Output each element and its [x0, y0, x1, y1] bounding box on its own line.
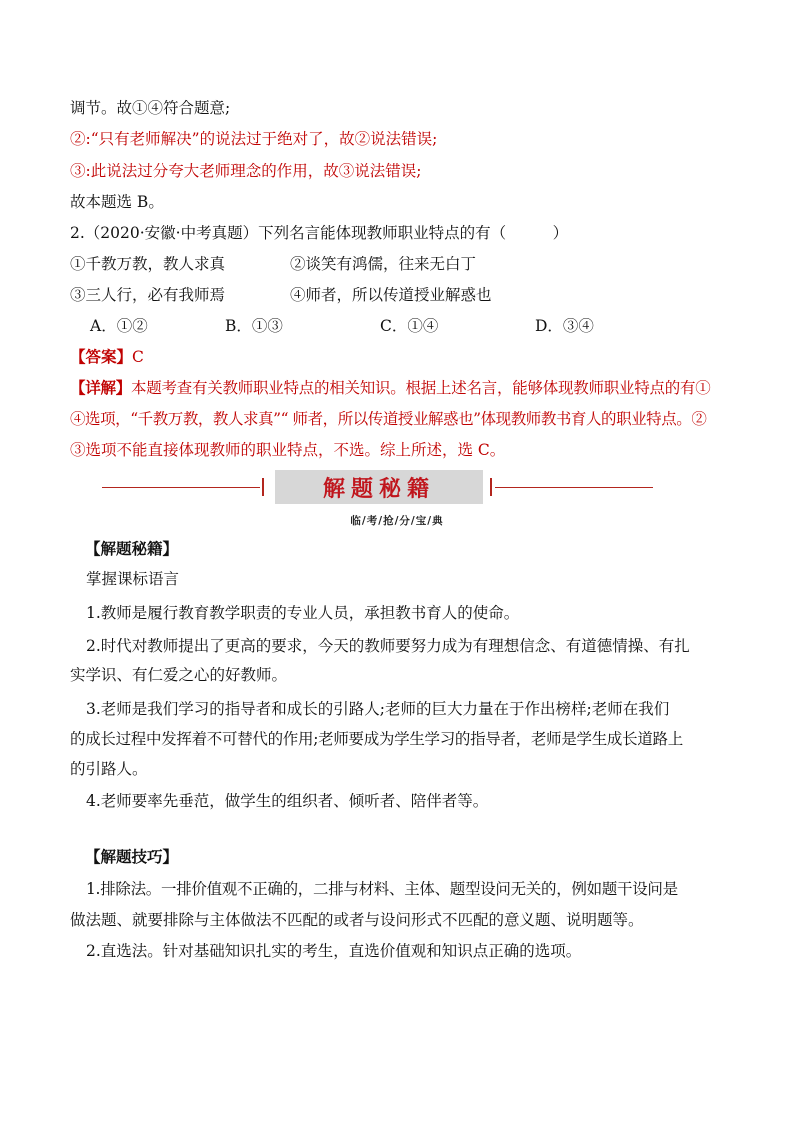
- section-heading-skills: 【解题技巧】: [85, 847, 179, 866]
- choice-c: C．①④: [380, 317, 439, 335]
- secrets-intro: 掌握课标语言: [86, 570, 180, 588]
- skills-p1a: 1.排除法。一排价值观不正确的，二排与材料、主体、题型设问无关的，例如题干设问是: [86, 880, 678, 898]
- text-line-red: ③:此说法过分夸大老师理念的作用，故③说法错误;: [70, 162, 422, 180]
- skills-p2: 2.直选法。针对基础知识扎实的考生，直选价值观和知识点正确的选项。: [86, 942, 582, 960]
- secrets-p3c: 的引路人。: [70, 760, 148, 778]
- choice-d: D．③④: [535, 317, 594, 335]
- secrets-p3a: 3.老师是我们学习的指导者和成长的引路人;老师的巨大力量在于作出榜样;老师在我们: [86, 700, 670, 718]
- secrets-p2a: 2.时代对教师提出了更高的要求，今天的教师要努力成为有理想信念、有道德情操、有扎: [86, 637, 690, 655]
- detail-line-3: ③选项不能直接体现教师的职业特点，不选。综上所述，选 C。: [70, 441, 506, 459]
- detail-line-1: [70, 377, 711, 399]
- detail-label: 【详解】: [70, 378, 132, 397]
- banner-rule-right: [495, 487, 653, 488]
- section-heading-secrets: 【解题秘籍】: [85, 539, 179, 558]
- answer-value: C: [132, 348, 144, 366]
- question-item-1: ①千教万教，教人求真: [70, 255, 226, 273]
- question-item-2: ②谈笑有鸿儒，往来无白丁: [290, 255, 477, 273]
- text-line: 故本题选 B。: [70, 193, 164, 211]
- skills-p1b: 做法题、就要排除与主体做法不匹配的或者与设问形式不匹配的意义题、说明题等。: [70, 911, 644, 929]
- choice-a: A．①②: [90, 317, 148, 335]
- banner-title-box: [275, 470, 483, 504]
- secrets-p4: 4.老师要率先垂范，做学生的组织者、倾听者、陪伴者等。: [86, 792, 489, 810]
- answer-line: [70, 346, 144, 368]
- choice-b: B．①③: [225, 317, 283, 335]
- banner-rule-left: [102, 487, 260, 488]
- banner-title: 解题秘籍: [322, 476, 435, 502]
- question-item-3: ③三人行，必有我师焉: [70, 286, 226, 304]
- secrets-p1: 1.教师是履行教育教学职责的专业人员，承担教书育人的使命。: [86, 604, 520, 622]
- text-line: 调节。故①④符合题意;: [70, 99, 231, 117]
- question-item-4: ④师者，所以传道授业解惑也: [290, 286, 492, 304]
- secrets-p3b: 的成长过程中发挥着不可替代的作用;老师要成为学生学习的指导者，老师是学生成长道路上: [70, 730, 683, 748]
- banner-subtitle: 临/考/抢/分/宝/典: [350, 515, 444, 527]
- banner-tick-left: [262, 478, 264, 496]
- detail-line-2: ④选项，“千教万教，教人求真”“ 师者，所以传道授业解惑也”体现教师教书育人的职业特点。②: [70, 410, 707, 428]
- detail-text: 本题考查有关教师职业特点的相关知识。根据上述名言，能够体现教师职业特点的有①: [131, 379, 711, 397]
- secrets-p2b: 实学识、有仁爱之心的好教师。: [70, 666, 288, 684]
- answer-label: 【答案】: [70, 347, 133, 366]
- text-line-red: ②:“只有老师解决”的说法过于绝对了，故②说法错误;: [70, 130, 438, 148]
- question-stem: 2.（2020·安徽·中考真题）下列名言能体现教师职业特点的有（ ）: [70, 224, 569, 242]
- banner-tick-right: [490, 478, 492, 496]
